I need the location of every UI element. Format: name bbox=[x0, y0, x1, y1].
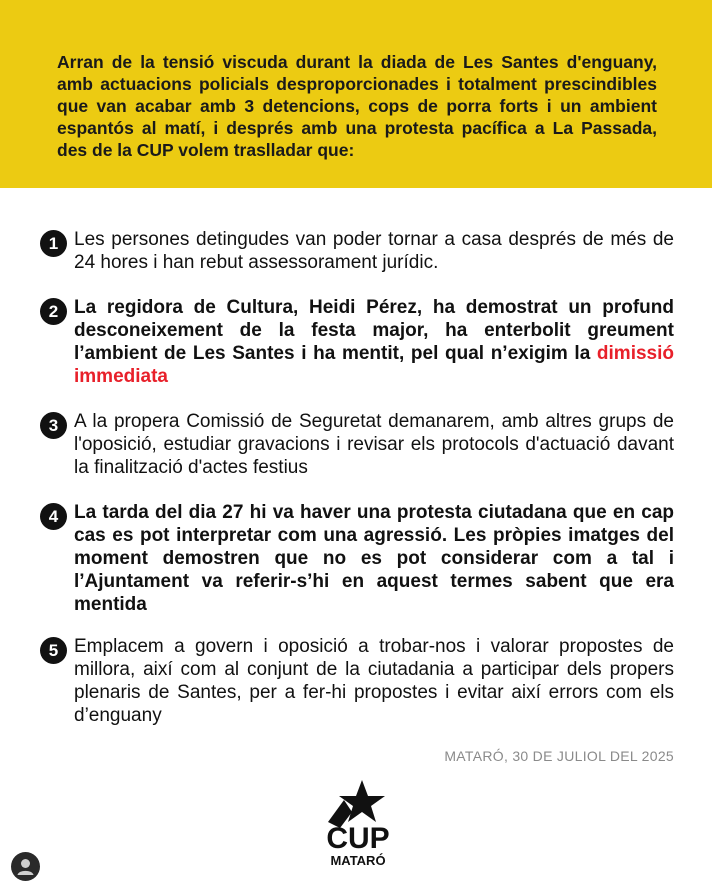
star-icon bbox=[328, 780, 385, 828]
logo-text: CUP bbox=[326, 822, 390, 855]
point-3 bbox=[40, 410, 674, 479]
number-badge-1: 1 bbox=[40, 230, 67, 257]
point-2-body: La regidora de Cultura, Heidi Pérez, ha demostrat un profund desconeixement de la festa major, ha enterbolit greument l’ambient de Les Santes i ha mentit, pel qual n’exigim la bbox=[74, 297, 674, 364]
resignation-demand: dimissió immediata bbox=[74, 343, 674, 387]
avatar[interactable] bbox=[11, 852, 40, 881]
number-badge-3: 3 bbox=[40, 412, 67, 439]
point-5 bbox=[40, 635, 674, 727]
point-2 bbox=[40, 296, 674, 388]
point-4-text: La tarda del dia 27 hi va haver una protesta ciutadana que en cap cas es pot interpretar com una agressió. Les pròpies imatges del moment demostren que no es pot considerar com a tal i l’Ajuntament va referir-s’hi en aquest termes sabent que era mentida bbox=[74, 502, 674, 615]
intro-text: Arran de la tensió viscuda durant la diada de Les Santes d'enguany, amb actuacions policials desproporcionades i totalment prescindibles que van acabar amb 3 detencions, cops de porra forts i un ambient espantós al matí, i després amb una protesta pacífica a La Passada, des de la CUP volem traslladar que: bbox=[57, 52, 657, 160]
point-4 bbox=[40, 501, 674, 616]
number-badge-5: 5 bbox=[40, 637, 67, 664]
point-1 bbox=[40, 228, 674, 274]
point-3-text: A la propera Comissió de Seguretat demanarem, amb altres grups de l'oposició, estudiar gravacions i revisar els protocols d'actuació davant la finalització d'actes festius bbox=[74, 411, 674, 478]
point-5-text: Emplacem a govern i oposició a trobar-nos i valorar propostes de millora, així com al conjunt de la ciutadania a participar dels propers plenaris de Santes, per a fer-hi propostes i evitar així errors com els d’enguany bbox=[74, 636, 674, 726]
number-badge-2: 2 bbox=[40, 298, 67, 325]
date-location: MATARÓ, 30 DE JULIOL DEL 2025 bbox=[444, 748, 674, 764]
number-badge-4: 4 bbox=[40, 503, 67, 530]
point-1-text: Les persones detingudes van poder tornar a casa després de més de 24 hores i han rebut assessorament jurídic. bbox=[74, 229, 674, 273]
point-2-text bbox=[74, 296, 674, 388]
user-icon bbox=[11, 852, 40, 881]
intro-banner bbox=[0, 0, 712, 188]
logo-subtitle: MATARÓ bbox=[330, 853, 386, 868]
